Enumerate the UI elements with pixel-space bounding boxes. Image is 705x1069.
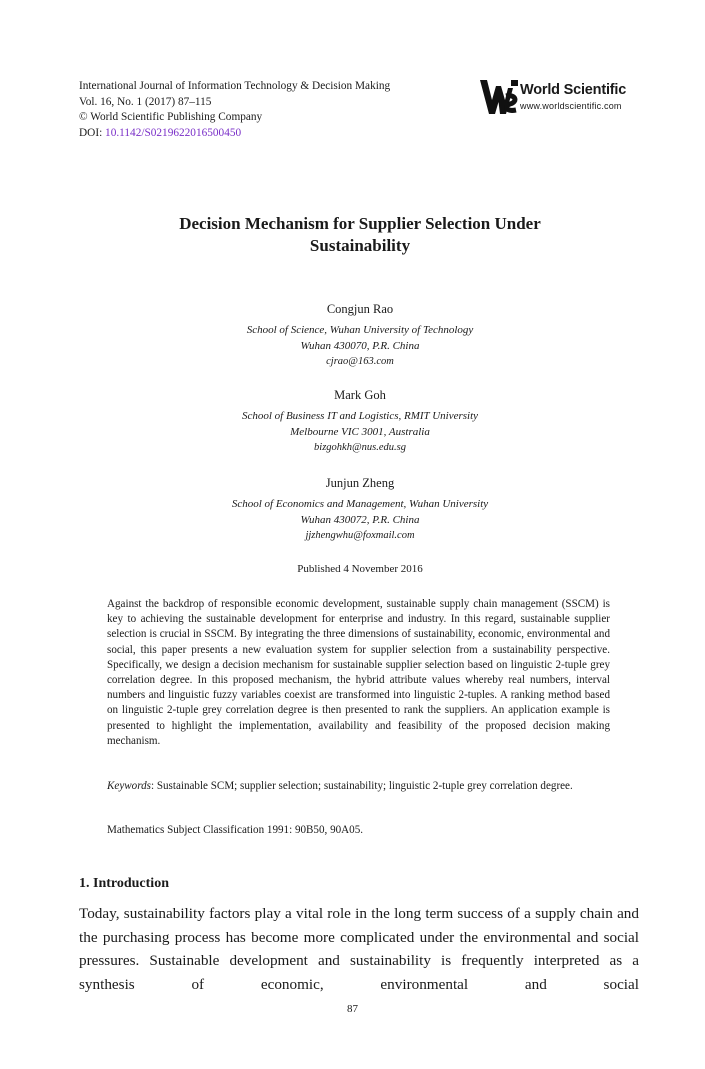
author-1 (80, 301, 640, 369)
author-address: Wuhan 430072, P.R. China (300, 514, 420, 526)
author-name: Junjun Zheng (325, 476, 395, 490)
keywords-label: Keywords (107, 780, 151, 792)
journal-volume: Vol. 16, No. 1 (2017) 87–115 (79, 95, 212, 108)
author-3 (80, 475, 640, 543)
author-name: Mark Goh (334, 388, 386, 402)
author-name: Congjun Rao (326, 302, 394, 316)
author-affiliation: School of Economics and Management, Wuhan University (231, 498, 489, 510)
publisher-logo (480, 78, 640, 118)
journal-name: International Journal of Information Technology & Decision Making (79, 80, 391, 92)
author-email[interactable]: jjzhengwhu@foxmail.com (305, 530, 415, 541)
journal-copyright: © World Scientific Publishing Company (79, 111, 263, 123)
keywords (107, 779, 610, 794)
author-email[interactable]: bizgohkh@nus.edu.sg (314, 442, 406, 453)
author-2 (80, 387, 640, 455)
doi-link[interactable]: 10.1142/S0219622016500450 (105, 126, 242, 139)
world-scientific-logo-icon (480, 80, 518, 114)
paper-title (80, 213, 640, 257)
author-affiliation: School of Business IT and Logistics, RMIT University (241, 410, 479, 422)
doi-label: DOI: (79, 126, 103, 139)
author-address: Wuhan 430070, P.R. China (300, 340, 420, 352)
publisher-name: World Scientific (520, 82, 627, 98)
abstract: Against the backdrop of responsible economic development, sustainable supply chain management (SSCM) is key to achieving the sustainable development for enterprise and industry. In this regard, sustainable supplier selection is crucial in SSCM. By integrating the three dimensions of sustainability, economic, environmental and social, this paper presents a new evaluation system for supplier selection from a sustainability perspective. Specifically, we design a decision mechanism for sustainable supplier selection based on linguistic 2-tuple grey correlation degree. In this proposed mechanism, the hybrid attribute values whereby real numbers, interval numbers and linguistic fuzzy variables coexist are transformed into linguistic 2-tuples. A ranking method based on linguistic 2-tuple grey correlation degree is then presented to rank the suppliers. An application example is presented to highlight the implementation, availability and feasibility of the proposed decision making mechanism. (107, 598, 610, 747)
title-line-1: Decision Mechanism for Supplier Selection Under (179, 214, 541, 233)
publisher-url: www.worldscientific.com (520, 101, 622, 111)
published-date: Published 4 November 2016 (297, 563, 423, 575)
msc-classification: Mathematics Subject Classification 1991: 90B50, 90A05. (107, 824, 364, 836)
author-affiliation: School of Science, Wuhan University of Technology (246, 324, 474, 336)
keywords-text: : Sustainable SCM; supplier selection; sustainability; linguistic 2-tuple grey correlation degree. (150, 780, 573, 792)
journal-doi (79, 126, 479, 142)
author-email[interactable]: cjrao@163.com (326, 356, 394, 367)
section-heading: 1. Introduction (79, 876, 169, 891)
page-number: 87 (347, 1003, 358, 1015)
author-address: Melbourne VIC 3001, Australia (290, 426, 430, 438)
title-line-2: Sustainability (309, 236, 411, 255)
section-body: Today, sustainability factors play a vital role in the long term success of a supply chain and the purchasing process has become more complicated under the environmental and social pressures. Sustainable development and sustainability is frequently interpreted as a synthesis of economic, environmental and social (79, 905, 639, 993)
journal-header (79, 79, 479, 141)
